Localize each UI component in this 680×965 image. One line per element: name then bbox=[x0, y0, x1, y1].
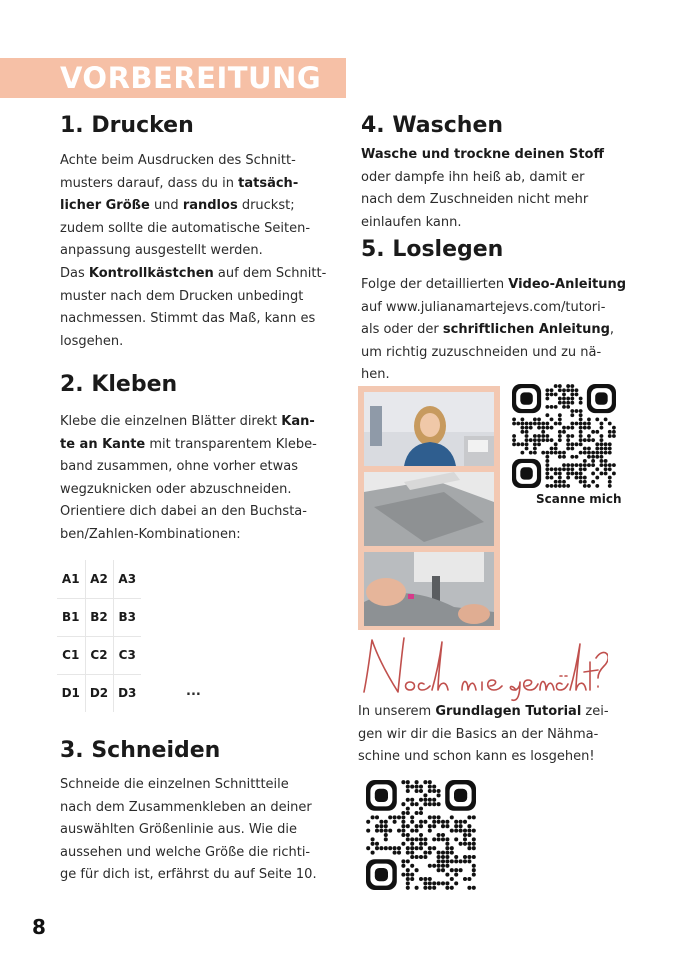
grid-cell: B1 bbox=[57, 598, 85, 636]
text-run: wegzuknicken oder abzuschneiden. bbox=[60, 481, 292, 497]
text-run: ge für dich ist, erfährst du auf Seite 10. bbox=[60, 867, 317, 883]
paragraph-kleben bbox=[60, 411, 327, 547]
heading-text: 3. Schneiden bbox=[60, 738, 221, 763]
paragraph-schneiden bbox=[60, 774, 327, 887]
grid-cell: C2 bbox=[85, 636, 113, 674]
grid-row bbox=[57, 598, 141, 636]
text-line bbox=[60, 456, 327, 479]
text-line bbox=[60, 797, 327, 820]
bold-text: te an Kante bbox=[60, 436, 146, 452]
text-run: Achte beim Ausdrucken des Schnitt- bbox=[60, 153, 296, 168]
text-line bbox=[60, 150, 327, 173]
text-run: nach dem Zuschneiden nicht mehr bbox=[361, 192, 589, 208]
text-line bbox=[60, 411, 327, 434]
tutorial-photo-frame bbox=[358, 386, 500, 630]
grid-cell: C3 bbox=[113, 636, 141, 674]
paragraph-waschen bbox=[361, 144, 623, 234]
banner-title: VORBEREITUNG bbox=[60, 61, 322, 95]
grid-row bbox=[57, 560, 141, 598]
text-line bbox=[60, 263, 327, 286]
tutorial-photo-presenter bbox=[364, 392, 494, 466]
text-run: oder dampfe ihn heiß ab, damit er bbox=[361, 169, 585, 185]
text-run: einlaufen kann. bbox=[361, 214, 462, 230]
text-run: schine und schon kann es losgehen! bbox=[358, 749, 595, 765]
text-run: losgehen. bbox=[60, 333, 124, 349]
text-run: zei- bbox=[581, 704, 609, 719]
text-line bbox=[358, 746, 626, 769]
text-run: gen wir dir die Basics an der Nähma- bbox=[358, 726, 599, 742]
text-run: band zusammen, ohne vorher etwas bbox=[60, 459, 298, 475]
text-line bbox=[361, 274, 631, 297]
text-run: , bbox=[609, 322, 615, 338]
qr-code-tutorial[interactable] bbox=[512, 384, 616, 488]
text-line bbox=[361, 167, 623, 190]
grid-cell: A2 bbox=[85, 560, 113, 598]
bold-text: licher Größe bbox=[60, 198, 150, 214]
text-line bbox=[60, 819, 327, 842]
text-run: Schneide die einzelnen Schnittteile bbox=[60, 777, 289, 792]
heading-schneiden bbox=[60, 737, 220, 765]
text-line bbox=[60, 308, 327, 331]
paragraph-loslegen bbox=[361, 274, 631, 387]
text-run: Folge der detaillierten bbox=[361, 277, 509, 292]
text-line bbox=[60, 286, 327, 309]
text-run: ben/Zahlen-Kombinationen: bbox=[60, 526, 241, 542]
text-run: auf www.julianamartejevs.com/tutori- bbox=[361, 299, 606, 315]
heading-kleben bbox=[60, 371, 177, 399]
text-run: auf dem Schnitt- bbox=[213, 265, 327, 281]
text-line bbox=[60, 240, 327, 263]
text-line bbox=[60, 501, 327, 524]
paragraph-grundlagen bbox=[358, 701, 626, 769]
grid-cell: D1 bbox=[57, 674, 85, 712]
text-line bbox=[358, 724, 626, 747]
grid-row bbox=[57, 636, 141, 674]
page-combination-grid bbox=[57, 560, 141, 712]
text-run: als oder der bbox=[361, 322, 443, 338]
bold-text: Wasche und trockne deinen Stoff bbox=[361, 147, 605, 162]
text-line bbox=[60, 331, 327, 354]
text-run: auswählten Größenlinie aus. Wie die bbox=[60, 822, 298, 838]
grid-cell: A3 bbox=[113, 560, 141, 598]
bold-text: Grundlagen Tutorial bbox=[435, 704, 582, 719]
text-run: Orientiere dich dabei an den Buchsta- bbox=[60, 504, 307, 520]
grid-row bbox=[57, 674, 141, 712]
text-line bbox=[361, 342, 631, 365]
text-line bbox=[60, 195, 327, 218]
text-run: und bbox=[149, 198, 183, 214]
text-line bbox=[60, 434, 327, 457]
text-line bbox=[361, 319, 631, 342]
text-run: muster nach dem Drucken unbedingt bbox=[60, 288, 304, 304]
grid-ellipsis: ... bbox=[186, 684, 201, 699]
text-run: zudem sollte die automatische Seiten- bbox=[60, 220, 311, 236]
text-run: mit transparentem Klebe- bbox=[145, 436, 317, 452]
text-run: Klebe die einzelnen Blätter direkt bbox=[60, 414, 282, 429]
text-line bbox=[358, 701, 626, 724]
text-run: aussehen und welche Größe die richti- bbox=[60, 844, 311, 860]
grid-cell: C1 bbox=[57, 636, 85, 674]
text-line bbox=[60, 218, 327, 241]
text-line bbox=[361, 144, 623, 167]
text-run: hen. bbox=[361, 367, 390, 383]
text-line bbox=[60, 173, 327, 196]
text-line bbox=[60, 864, 327, 887]
text-run: um richtig zuzuschneiden und zu nä- bbox=[361, 344, 602, 360]
text-line bbox=[361, 189, 623, 212]
grid-cell: B3 bbox=[113, 598, 141, 636]
bold-text: Kan- bbox=[281, 414, 315, 429]
text-line bbox=[361, 297, 631, 320]
heading-drucken bbox=[60, 112, 194, 140]
heading-text: 5. Loslegen bbox=[361, 237, 504, 262]
bold-text: randlos bbox=[182, 198, 238, 214]
text-run: Das bbox=[60, 265, 89, 281]
text-run: In unserem bbox=[358, 704, 436, 719]
grid-cell: D3 bbox=[118, 686, 137, 701]
heading-waschen bbox=[361, 112, 503, 140]
text-run: nach dem Zusammenkleben an deiner bbox=[60, 799, 312, 815]
grid-cell: B2 bbox=[85, 598, 113, 636]
heading-text: 4. Waschen bbox=[361, 113, 504, 138]
text-line bbox=[60, 479, 327, 502]
text-run: anpassung ausgestellt werden. bbox=[60, 243, 263, 259]
heading-text: 1. Drucken bbox=[60, 113, 194, 138]
text-line bbox=[60, 524, 327, 547]
grid-cell: D2 bbox=[85, 674, 113, 712]
bold-text: schriftlichen Anleitung bbox=[442, 322, 610, 338]
paragraph-drucken bbox=[60, 150, 327, 353]
tutorial-photo-sewing bbox=[364, 552, 494, 626]
text-line bbox=[60, 842, 327, 865]
text-run: nachmessen. Stimmt das Maß, kann es bbox=[60, 311, 316, 327]
qr-code-grundlagen[interactable] bbox=[366, 780, 476, 890]
tutorial-photo-fabric bbox=[364, 472, 494, 546]
text-line bbox=[60, 774, 327, 797]
heading-loslegen bbox=[361, 236, 503, 264]
heading-text: 2. Kleben bbox=[60, 372, 178, 397]
bold-text: Video-Anleitung bbox=[508, 277, 627, 292]
handwritten-title bbox=[358, 632, 608, 702]
text-line bbox=[361, 212, 623, 235]
text-run: musters darauf, dass du in bbox=[60, 175, 239, 191]
page-number: 8 bbox=[32, 915, 46, 939]
bold-text: tatsäch- bbox=[238, 175, 299, 191]
bold-text: Kontrollkästchen bbox=[88, 265, 214, 281]
qr-scan-label: Scanne mich bbox=[536, 492, 622, 506]
text-run: druckst; bbox=[237, 198, 295, 214]
grid-cell: A1 bbox=[57, 560, 85, 598]
